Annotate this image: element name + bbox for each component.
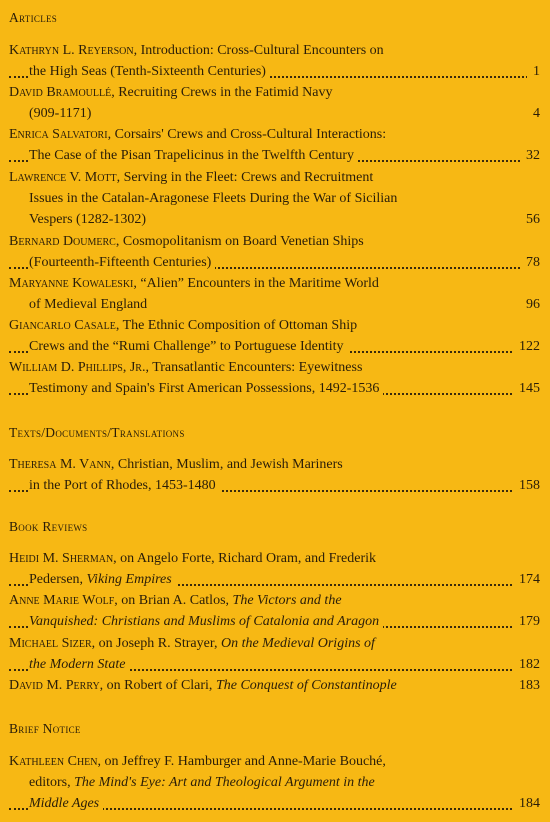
toc-entry [9, 675, 540, 696]
entry-title: (909-1171) [29, 106, 95, 121]
toc-entry [9, 273, 540, 315]
page-number: 4 [527, 103, 540, 124]
toc-entry [9, 357, 540, 399]
entry-title: , on Brian A. Catlos, [114, 593, 233, 608]
entry-title: of Medieval England [29, 297, 151, 312]
book-title: Viking Empires [86, 572, 172, 587]
entry-title: editors, [29, 775, 75, 790]
section-heading-articles: Articles [9, 10, 58, 25]
entry-author: Maryanne Kowaleski [9, 276, 134, 291]
toc-entry [9, 548, 540, 590]
page-number: 1 [527, 61, 540, 82]
entry-title: , Transatlantic Encounters: Eyewitness [145, 360, 363, 375]
entry-author: David Bramoullé [9, 85, 112, 100]
entry-title: (Fourteenth-Fifteenth Centuries) [29, 255, 215, 270]
page-number: 179 [513, 611, 540, 632]
entry-author: Kathleen Chen [9, 754, 98, 769]
page-number: 56 [520, 209, 540, 230]
entry-author: Giancarlo Casale [9, 318, 116, 333]
toc-entry [9, 751, 540, 814]
entry-author: David M. Perry [9, 678, 100, 693]
book-title: the Modern State [29, 657, 129, 672]
entry-title: the High Seas (Tenth-Sixteenth Centuries) [29, 64, 270, 79]
entry-title: The Case of the Pisan Trapelicinus in the Twelfth Century [29, 148, 358, 163]
page-number: 184 [513, 793, 540, 814]
entry-title: , Recruiting Crews in the Fatimid Navy [111, 85, 333, 100]
entry-title: , on Joseph R. Strayer, [91, 636, 221, 651]
entry-author: Heidi M. Sherman [9, 551, 114, 566]
section-heading-texts: Texts/Documents/Translations [9, 425, 185, 440]
page-number: 183 [513, 675, 540, 696]
entry-title: , Christian, Muslim, and Jewish Mariners [110, 457, 343, 472]
page-number: 78 [520, 252, 540, 273]
entry-title: Vespers (1282-1302) [29, 212, 150, 227]
entry-title: , Cosmopolitanism on Board Venetian Ships [115, 234, 364, 249]
entry-title: , on Jeffrey F. Hamburger and Anne-Marie Bouché, [97, 754, 386, 769]
page-number: 32 [520, 145, 540, 166]
toc-entry [9, 315, 540, 357]
book-title: On the Medieval Origins of [220, 636, 375, 651]
entry-author: Kathryn L. Reyerson [9, 43, 134, 58]
entry-author: William D. Phillips, Jr. [9, 360, 146, 375]
entry-title: , “Alien” Encounters in the Maritime World [133, 276, 379, 291]
book-title: The Victors and the [232, 593, 342, 608]
entry-title: , Introduction: Cross-Cultural Encounters on [133, 43, 384, 58]
page-number: 145 [513, 378, 540, 399]
entry-author: Enrica Salvatori [9, 127, 108, 142]
entry-title: Crews and the “Rumi Challenge” to Portuguese Identity [29, 339, 348, 354]
entry-author: Michael Sizer [9, 636, 92, 651]
entry-title: Testimony and Spain's First American Possessions, 1492-1536 [29, 381, 383, 396]
page-number: 174 [513, 569, 540, 590]
toc-entry [9, 231, 540, 273]
toc-entry [9, 40, 540, 82]
entry-title: , on Robert of Clari, [99, 678, 216, 693]
toc-entry [9, 454, 540, 496]
entry-author: Anne Marie Wolf [9, 593, 115, 608]
entry-title: Issues in the Catalan-Aragonese Fleets During the War of Sicilian [29, 191, 398, 206]
page-number: 122 [513, 336, 540, 357]
entry-title: , on Angelo Forte, Richard Oram, and Frederik [113, 551, 376, 566]
entry-author: Lawrence V. Mott [9, 170, 117, 185]
entry-title: , Serving in the Fleet: Crews and Recruitment [116, 170, 374, 185]
book-title: The Conquest of Constantinople [215, 678, 397, 693]
entry-title: , The Ethnic Composition of Ottoman Ship [115, 318, 358, 333]
book-title: Vanquished: Christians and Muslims of Catalonia and Aragon [29, 614, 383, 629]
toc-entry [9, 124, 540, 166]
entry-title: Pedersen, [29, 572, 87, 587]
entry-title: , Corsairs' Crews and Cross-Cultural Interactions: [107, 127, 387, 142]
section-heading-brief: Brief Notice [9, 721, 81, 736]
page-number: 182 [513, 654, 540, 675]
entry-author: Theresa M. Vann [9, 457, 111, 472]
book-title: The Mind's Eye: Art and Theological Argument in the [74, 775, 375, 790]
entry-author: Bernard Doumerc [9, 234, 116, 249]
page-number: 158 [513, 475, 540, 496]
toc-entry [9, 633, 540, 675]
toc-entry [9, 82, 540, 124]
section-heading-reviews: Book Reviews [9, 519, 88, 534]
toc-entry [9, 167, 540, 230]
book-title: Middle Ages [29, 796, 103, 811]
toc-entry [9, 590, 540, 632]
page-number: 96 [520, 294, 540, 315]
entry-title: in the Port of Rhodes, 1453-1480 [29, 478, 220, 493]
